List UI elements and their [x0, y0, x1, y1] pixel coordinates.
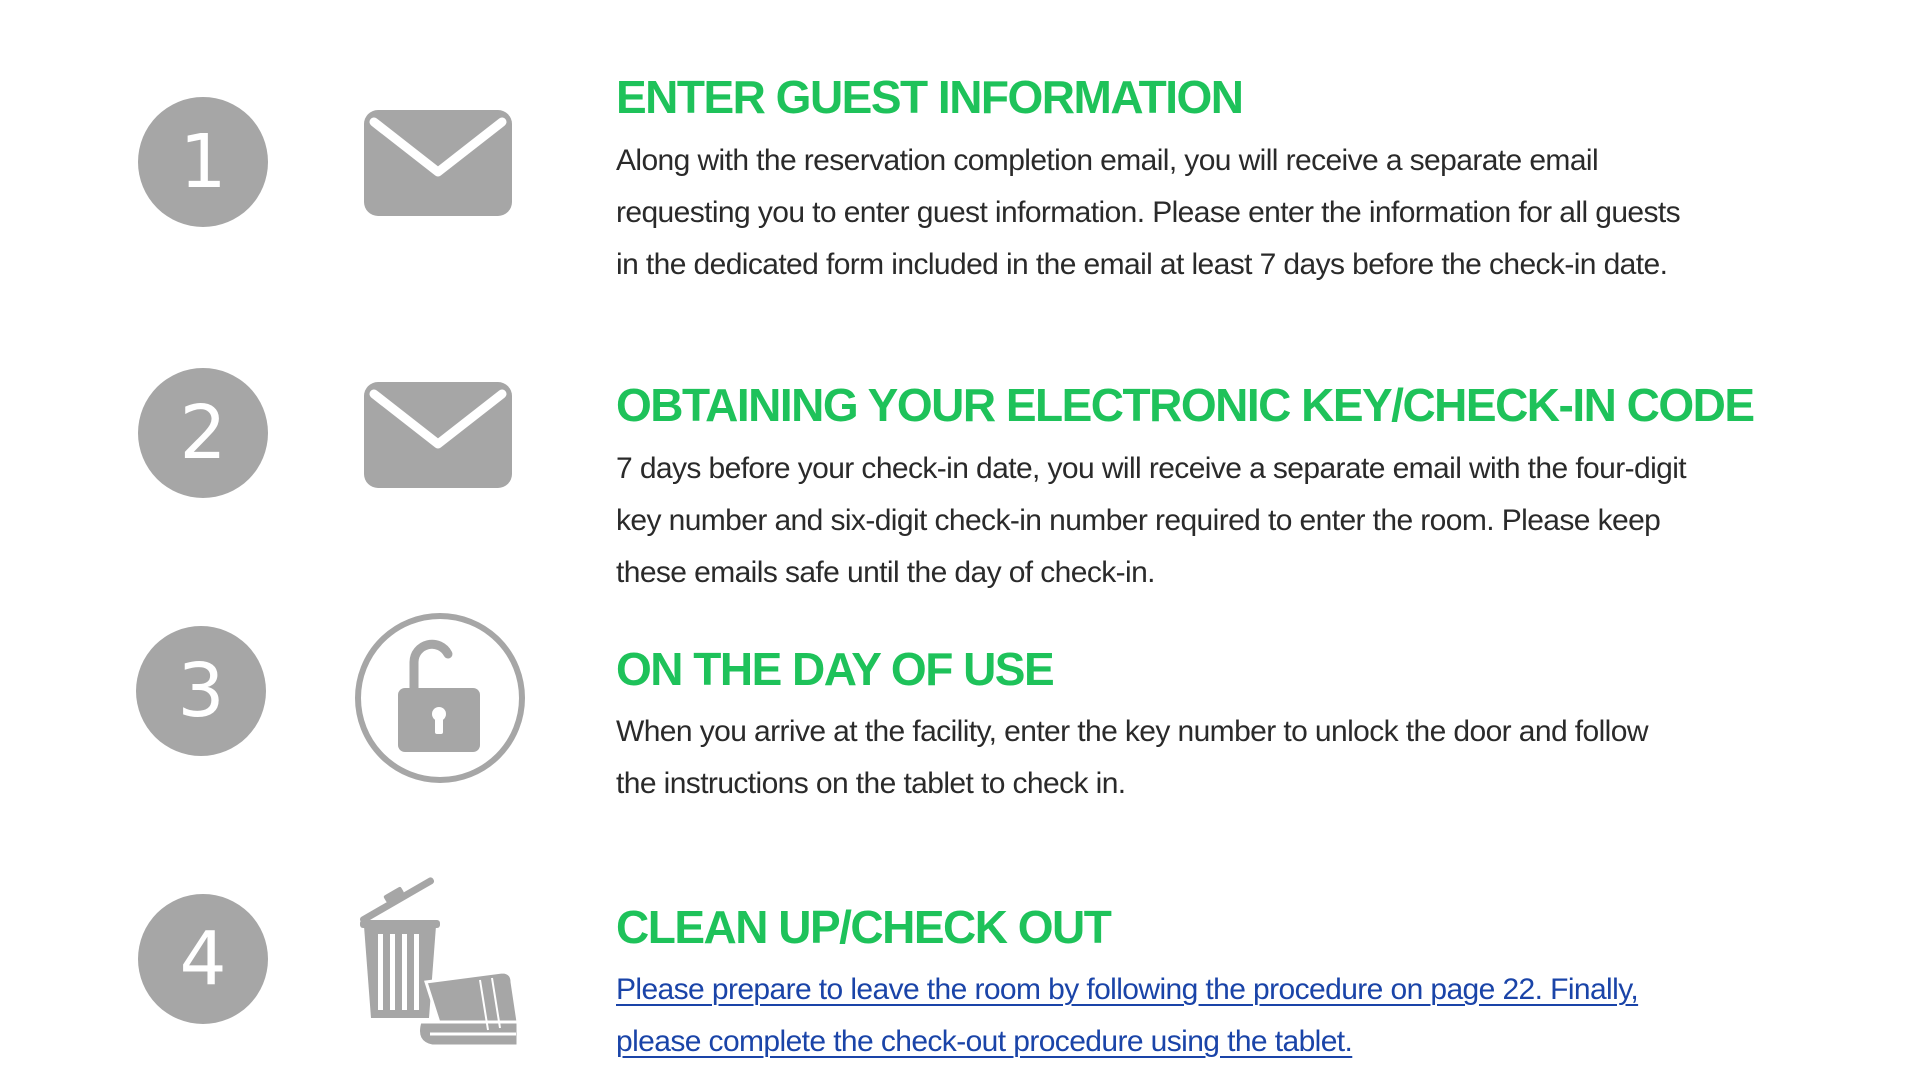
description-line[interactable]: Please prepare to leave the room by following the procedure on page 22. Finally,: [616, 973, 1639, 1006]
description-line[interactable]: please complete the check-out procedure using the tablet.: [616, 1025, 1353, 1058]
description-line: Along with the reservation completion email, you will receive a separate email: [616, 144, 1599, 177]
trash-bin-and-towel-icon: [350, 862, 530, 1058]
description-line: these emails safe until the day of check-in.: [616, 556, 1155, 589]
step-title: ON THE DAY OF USE: [616, 643, 1054, 695]
step-description: [616, 443, 1686, 599]
envelope-icon: [364, 382, 512, 488]
step-title: ENTER GUEST INFORMATION: [616, 71, 1243, 123]
checkout-procedure-link[interactable]: [616, 964, 1638, 1068]
description-line: key number and six-digit check-in number required to enter the room. Please keep: [616, 504, 1661, 537]
description-line: the instructions on the tablet to check in.: [616, 767, 1126, 800]
step-number-badge: 1: [138, 97, 268, 227]
step-number-badge: 3: [136, 626, 266, 756]
unlocked-padlock-icon: [354, 612, 526, 784]
step-number-badge: 2: [138, 368, 268, 498]
description-line: in the dedicated form included in the email at least 7 days before the check-in date.: [616, 248, 1668, 281]
description-line: When you arrive at the facility, enter the key number to unlock the door and follow: [616, 715, 1648, 748]
envelope-icon: [364, 110, 512, 216]
step-title: CLEAN UP/CHECK OUT: [616, 901, 1111, 953]
description-line: requesting you to enter guest information. Please enter the information for all guests: [616, 196, 1681, 229]
step-description: [616, 135, 1680, 291]
step-title: OBTAINING YOUR ELECTRONIC KEY/CHECK-IN CODE: [616, 379, 1754, 431]
description-line: 7 days before your check-in date, you will receive a separate email with the four-digit: [616, 452, 1687, 485]
step-description: [616, 706, 1648, 810]
step-number-badge: 4: [138, 894, 268, 1024]
